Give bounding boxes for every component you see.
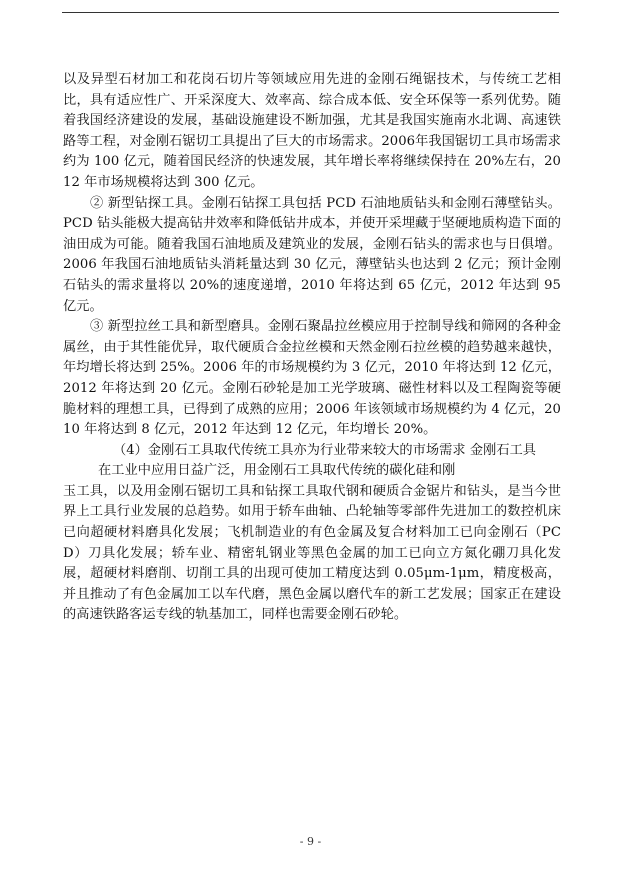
paragraph-tool-replacement: 玉工具，以及用金刚石锯切工具和钻探工具取代钢和硬质合金锯片和钻头，是当今世界上工具行业发展的总趋势。如用于轿车曲轴、凸轮轴等零部件先进加工的数控机床已向超硬材料磨具化发展；飞机制造业的有色金属及复合材料加工已向金刚石（PCD）刀具化发展；轿车业、精密轧钢业等黑色金属的加工已向立方氮化硼刀具化发展，超硬材料磨削、切削工具的出现可使加工精度达到 0.05μm-1μm，精度极高，并且推动了有色金属加工以车代磨，黑色金属以磨代车的新工艺发展；国家正在建设的高速铁路客运专线的轨基加工，同样也需要金刚石砂轮。	[63, 483, 561, 623]
paragraph-drilling-tools: ② 新型钻探工具。金刚石钻探工具包括 PCD 石油地质钻头和金刚石薄壁钻头。PCD 钻头能极大提高钻井效率和降低钻井成本，并使开采埋藏于坚硬地质构造下面的油田成为可能。随着我国石油地质及建筑业的发展，金刚石钻头的需求也与日俱增。2006 年我国石油地质钻头消耗量达到 30 亿元，薄壁钻头也达到 2 亿元；预计金刚石钻头的需求量将以 20%的速度递增，2010 年将达到 65 亿元，2012 年达到 95 亿元。	[63, 195, 561, 314]
header-rule	[62, 12, 559, 13]
section-heading-4-continued: 在工业中应用日益广泛，用金刚石工具取代传统的碳化硅和刚	[98, 463, 456, 479]
paragraph-wire-drawing-tools: ③ 新型拉丝工具和新型磨具。金刚石聚晶拉丝模应用于控制导线和筛网的各种金属丝，由于其性能优异，取代硬质合金拉丝模和天然金刚石拉丝模的趋势越来越快，年均增长将达到 25%。2006 年的市场规模约为 3 亿元，2010 年将达到 12 亿元，2012 年将达到 20 亿元。金刚石砂轮是加工光学玻璃、磁性材料以及工程陶瓷等硬脆材料的理想工具，已得到了成熟的应用；2006 年该领域市场规模约为 4 亿元，2010 年将达到 8 亿元，2012 年达到 12 亿元，年均增长 20%。	[63, 319, 561, 438]
page-number: - 9 -	[299, 835, 322, 848]
paragraph-saw-tools: 以及异型石材加工和花岗石切片等领域应用先进的金刚石绳锯技术，与传统工艺相比，具有适应性广、开采深度大、效率高、综合成本低、安全环保等一系列优势。随着我国经济建设的发展，基础设施建设不断加强，尤其是我国实施南水北调、高速铁路等工程，对金刚石锯切工具提出了巨大的市场需求。2006年我国锯切工具市场需求约为 100 亿元，随着国民经济的快速发展，其年增长率将继续保持在 20%左右，2012 年市场规模将达到 300 亿元。	[63, 72, 561, 190]
document-body	[63, 70, 561, 626]
section-heading-4: （4）金刚石工具取代传统工具亦为行业带来较大的市场需求 金刚石工具	[113, 442, 537, 458]
